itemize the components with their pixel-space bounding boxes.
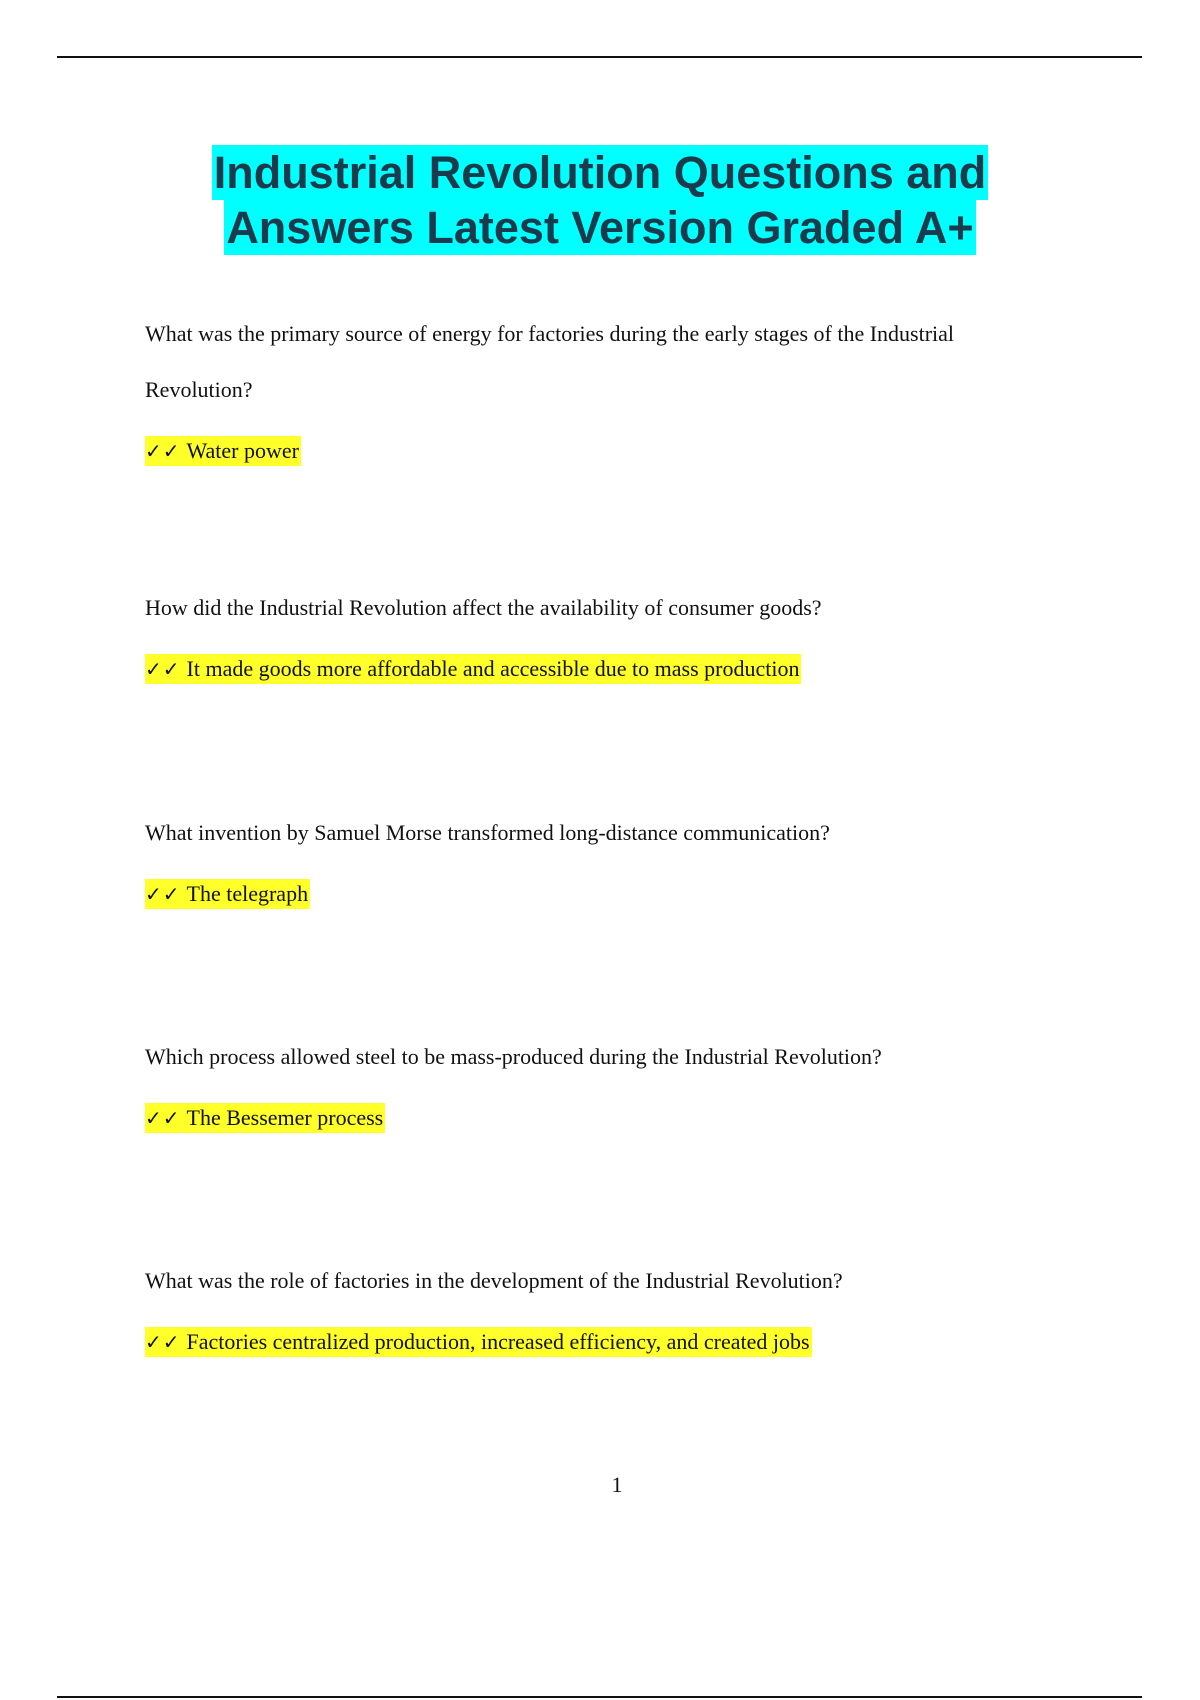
double-check-icon: ✓✓	[145, 1330, 181, 1354]
top-rule	[57, 56, 1142, 58]
answer-text: The telegraph	[186, 881, 309, 906]
answer-highlight	[145, 879, 310, 909]
answer-text: It made goods more affordable and accessible due to mass production	[186, 656, 800, 681]
qa-item	[145, 1253, 1065, 1357]
answer	[145, 1103, 1065, 1133]
answer-highlight	[145, 1327, 812, 1357]
qa-item	[145, 805, 1065, 909]
answer-text: Factories centralized production, increased efficiency, and created jobs	[186, 1329, 810, 1354]
qa-item	[145, 306, 1065, 466]
answer-highlight	[145, 654, 801, 684]
double-check-icon: ✓✓	[145, 1106, 181, 1130]
double-check-icon: ✓✓	[145, 882, 181, 906]
double-check-icon: ✓✓	[145, 657, 181, 681]
answer-highlight	[145, 1103, 385, 1133]
question-text: What was the role of factories in the development of the Industrial Revolution?	[145, 1268, 843, 1293]
qa-item	[145, 580, 1065, 684]
question-text: Which process allowed steel to be mass-produced during the Industrial Revolution?	[145, 1044, 882, 1069]
answer-text: Water power	[186, 438, 299, 463]
title-line-2: Answers Latest Version Graded A+	[226, 202, 974, 253]
answer	[145, 654, 1065, 684]
question-text: How did the Industrial Revolution affect the availability of consumer goods?	[145, 595, 822, 620]
bottom-rule	[57, 1696, 1142, 1698]
title-line-1: Industrial Revolution Questions and	[213, 147, 987, 198]
page-number: 1	[611, 1472, 623, 1497]
answer	[145, 1327, 1065, 1357]
answer-text: The Bessemer process	[186, 1105, 384, 1130]
qa-item	[145, 1029, 1065, 1133]
double-check-icon: ✓✓	[145, 439, 181, 463]
answer	[145, 879, 1065, 909]
answer-highlight	[145, 436, 301, 466]
question-text: What was the primary source of energy for factories during the early stages of the Industrial Revolution?	[145, 321, 955, 402]
answer	[145, 436, 1065, 466]
document-title	[0, 145, 1200, 255]
question-text: What invention by Samuel Morse transformed long-distance communication?	[145, 820, 830, 845]
